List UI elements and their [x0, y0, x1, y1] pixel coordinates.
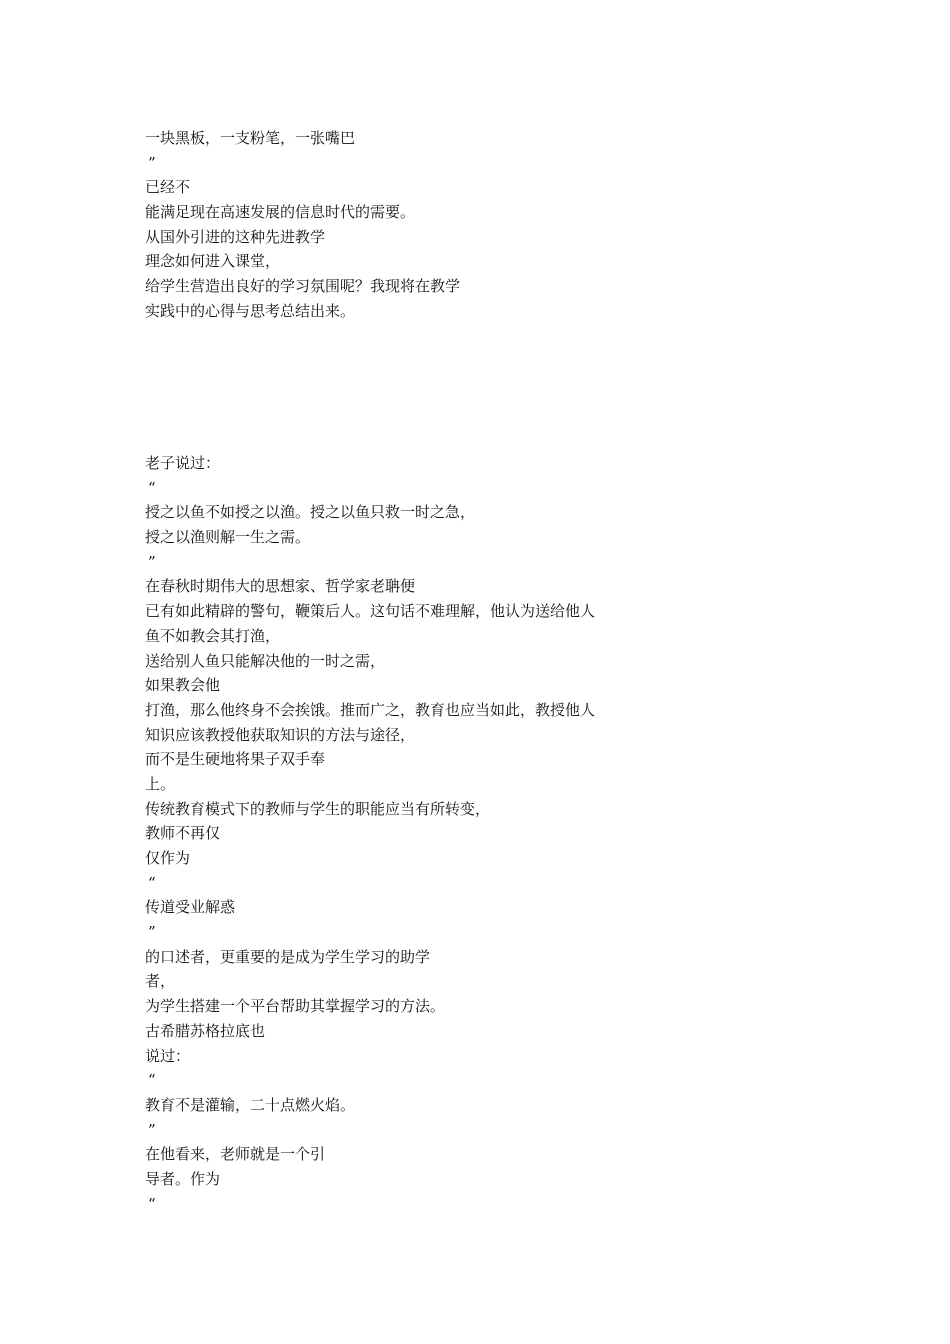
text-line: 传统教育模式下的教师与学生的职能应当有所转变，	[145, 799, 491, 818]
text-line: “	[148, 873, 156, 892]
text-line: ”	[148, 153, 156, 172]
text-section-body	[145, 451, 845, 1216]
text-line: 能满足现在高速发展的信息时代的需要。	[145, 203, 416, 222]
text-line: 古希腊苏格拉底也	[145, 1021, 266, 1040]
text-line: 老子说过：	[145, 454, 221, 472]
text-line: 在春秋时期伟大的思想家、哲学家老聃便	[145, 577, 416, 596]
text-line: 上。	[145, 774, 176, 793]
text-line: 授之以渔则解一生之需。	[145, 528, 311, 547]
text-line: “	[148, 1194, 156, 1213]
text-line: 理念如何进入课堂，	[145, 252, 281, 271]
text-section-intro	[145, 126, 845, 324]
text-line: 教师不再仅	[145, 824, 221, 843]
text-line: ”	[148, 1120, 156, 1139]
text-line: 授之以鱼不如授之以渔。授之以鱼只救一时之急，	[145, 503, 476, 522]
text-line: “	[148, 1071, 156, 1090]
text-line: 如果教会他	[145, 676, 221, 695]
text-line: 送给别人鱼只能解决他的一时之需，	[145, 651, 386, 670]
text-line: 说过：	[145, 1046, 191, 1065]
text-line: 传道受业解惑	[145, 898, 236, 917]
text-line: 打渔，那么他终身不会挨饿。推而广之，教育也应当如此，教授他人	[145, 700, 596, 719]
text-line: 导者。作为	[145, 1169, 221, 1188]
text-line: 已有如此精辟的警句，鞭策后人。这句话不难理解，他认为送给他人	[145, 602, 596, 621]
text-line: ”	[148, 552, 156, 571]
text-line: 给学生营造出良好的学习氛围呢？我现将在教学	[145, 277, 461, 296]
text-line: 而不是生硬地将果子双手奉	[145, 750, 326, 769]
text-line: 鱼不如教会其打渔，	[145, 626, 281, 645]
text-line: ”	[148, 923, 156, 942]
text-line: 一块黑板，一支粉笔，一张嘴巴	[145, 129, 356, 147]
text-line: 仅作为	[145, 849, 191, 867]
text-line: 者，	[145, 972, 176, 991]
text-line: 的口述者，更重要的是成为学生学习的助学	[145, 947, 431, 966]
text-line: 实践中的心得与思考总结出来。	[145, 301, 356, 320]
text-line: 已经不	[145, 178, 191, 197]
text-line: 为学生搭建一个平台帮助其掌握学习的方法。	[145, 997, 446, 1016]
text-line: 知识应该教授他获取知识的方法与途径，	[145, 725, 416, 744]
text-line: 教育不是灌输，二十点燃火焰。	[145, 1095, 356, 1114]
text-line: 从国外引进的这种先进教学	[145, 227, 326, 246]
text-line: 在他看来，老师就是一个引	[145, 1145, 326, 1164]
text-line: “	[148, 478, 156, 497]
